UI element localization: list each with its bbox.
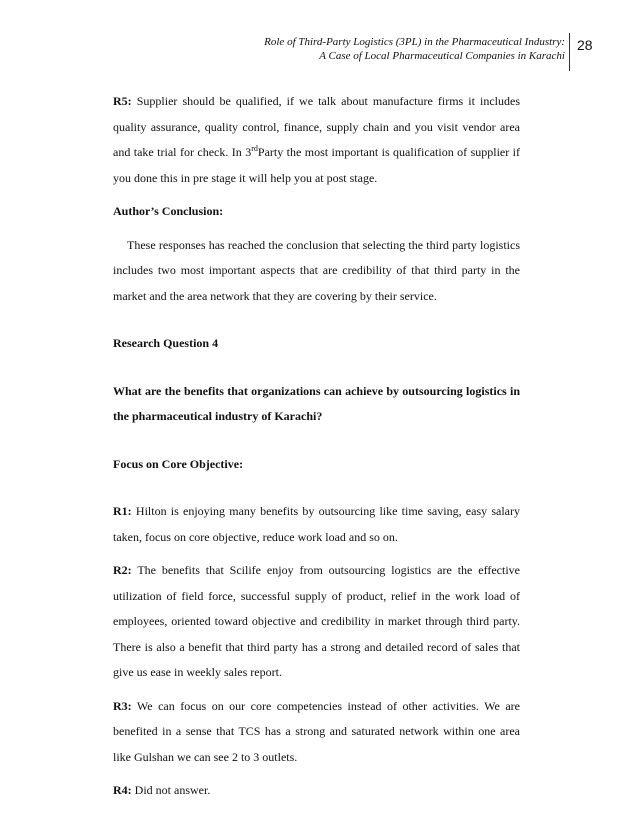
response-label: R4: bbox=[113, 783, 132, 797]
response-text-cont: Party the most important is qualification of supplier if you done this in pre stage it will help you at post stage. bbox=[113, 145, 520, 185]
header-title-line1: Role of Third-Party Logistics (3PL) in the Pharmaceutical Industry: bbox=[264, 36, 565, 48]
response-label: R5: bbox=[113, 94, 132, 108]
response-text: Supplier should be qualified, if we talk about manufacture firms it includes quality assurance, quality control, finance, supply chain and you visit vendor area and take trial for check. In 3 bbox=[113, 94, 520, 159]
page-body bbox=[113, 89, 520, 804]
superscript: rd bbox=[251, 144, 258, 153]
response-r4 bbox=[113, 778, 520, 804]
response-label: R1: bbox=[113, 504, 132, 518]
conclusion-text: These responses has reached the conclusion that selecting the third party logistics includes two most important aspects that are credibility of that third party in the market and the area network that they are covering by their service. bbox=[113, 237, 520, 303]
response-r3 bbox=[113, 694, 520, 771]
response-r2 bbox=[113, 558, 520, 686]
research-question-text: What are the benefits that organizations can achieve by outsourcing logistics in the pharmaceutical industry of Karachi? bbox=[113, 383, 520, 423]
header-title-line2: A Case of Local Pharmaceutical Companies in Karachi bbox=[319, 49, 565, 62]
response-r1 bbox=[113, 499, 520, 550]
research-question-heading: Research Question 4 bbox=[113, 336, 219, 350]
response-label: R3: bbox=[113, 698, 132, 713]
focus-heading: Focus on Core Objective: bbox=[113, 456, 244, 471]
conclusion-heading: Author’s Conclusion: bbox=[113, 204, 224, 218]
response-text: The benefits that Scilife enjoy from outsourcing logistics are the effective utilization of field force, successful supply of product, relief in the work load of employees, oriented toward objective and credibility in market through third party. There is also a benefit that third party has a strong and detailed record of sales that give us ease in weekly sales report. bbox=[113, 563, 520, 679]
response-text: We can focus on our core competencies instead of other activities. We are benefited in a sense that TCS has a strong and saturated network within one area like Gulshan we can see 2 to 3 outlets. bbox=[113, 698, 520, 764]
header-divider bbox=[569, 33, 570, 71]
response-text: Did not answer. bbox=[131, 783, 211, 797]
response-r5 bbox=[113, 89, 520, 191]
running-header bbox=[0, 36, 565, 63]
response-text: Hilton is enjoying many benefits by outsourcing like time saving, easy salary taken, focus on core objective, reduce work load and so on. bbox=[113, 504, 520, 544]
response-label: R2: bbox=[113, 563, 132, 577]
page-number: 28 bbox=[577, 37, 593, 53]
